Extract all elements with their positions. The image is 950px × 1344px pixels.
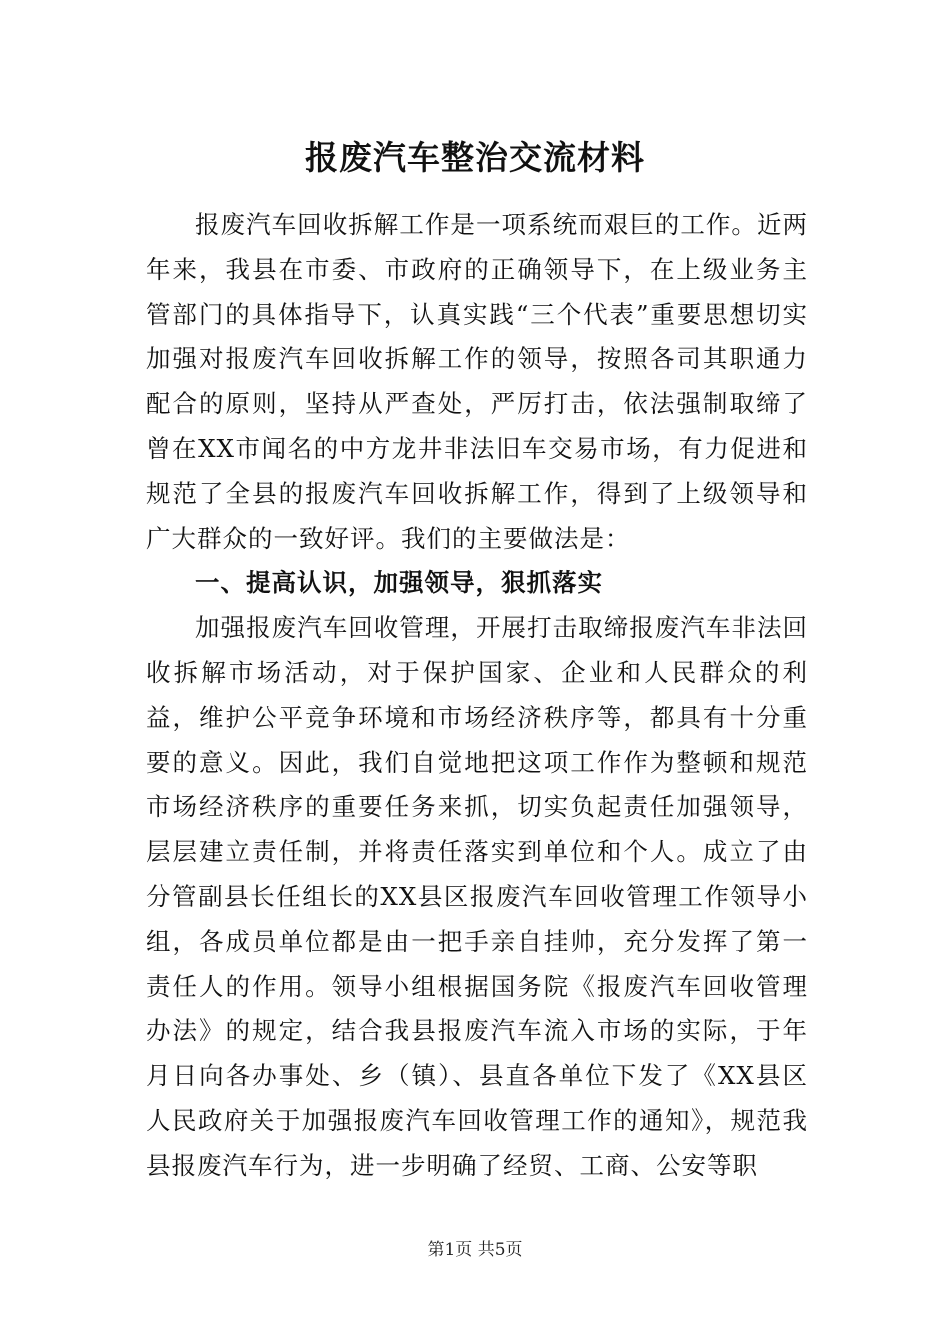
page-number-footer: 第1页 共5页 (427, 1240, 523, 1260)
document-title: 报废汽车整治交流材料 (305, 138, 645, 177)
section-heading-1: 一、提高认识，加强领导，狠抓落实 (195, 568, 603, 598)
paragraph-section-1: 加强报废汽车回收管理，开展打击取缔报废汽车非法回收拆解市场活动，对于保护国家、企业和人民群众的利益，维护公平竞争环境和市场经济秩序等，都具有十分重要的意义。因此，我们自觉地把这项工作作为整顿和规范市场经济秩序的重要任务来抓，切实负起责任加强领导，层层建立责任制，并将责任落实到单位和个人。成立了由分管副县长任组长的XX县区报废汽车回收管理工作领导小组，各成员单位都是由一把手亲自挂帅，充分发挥了第一责任人的作用。领导小组根据国务院《报废汽车回收管理办法》的规定，结合我县报废汽车流入市场的实际，于年月日向各办事处、乡（镇）、县直各单位下发了《XX县区人民政府关于加强报废汽车回收管理工作的通知》，规范我县报废汽车行为，进一步明确了经贸、工商、公安等职 (146, 613, 808, 1180)
document-body (146, 203, 808, 1189)
paragraph-intro: 报废汽车回收拆解工作是一项系统而艰巨的工作。近两年来，我县在市委、市政府的正确领导下，在上级业务主管部门的具体指导下，认真实践“三个代表”重要思想切实加强对报废汽车回收拆解工作的领导，按照各司其职通力配合的原则，坚持从严查处，严厉打击，依法强制取缔了曾在XX市闻名的中方龙井非法旧车交易市场，有力促进和规范了全县的报废汽车回收拆解工作，得到了上级领导和广大群众的一致好评。我们的主要做法是： (146, 210, 808, 553)
